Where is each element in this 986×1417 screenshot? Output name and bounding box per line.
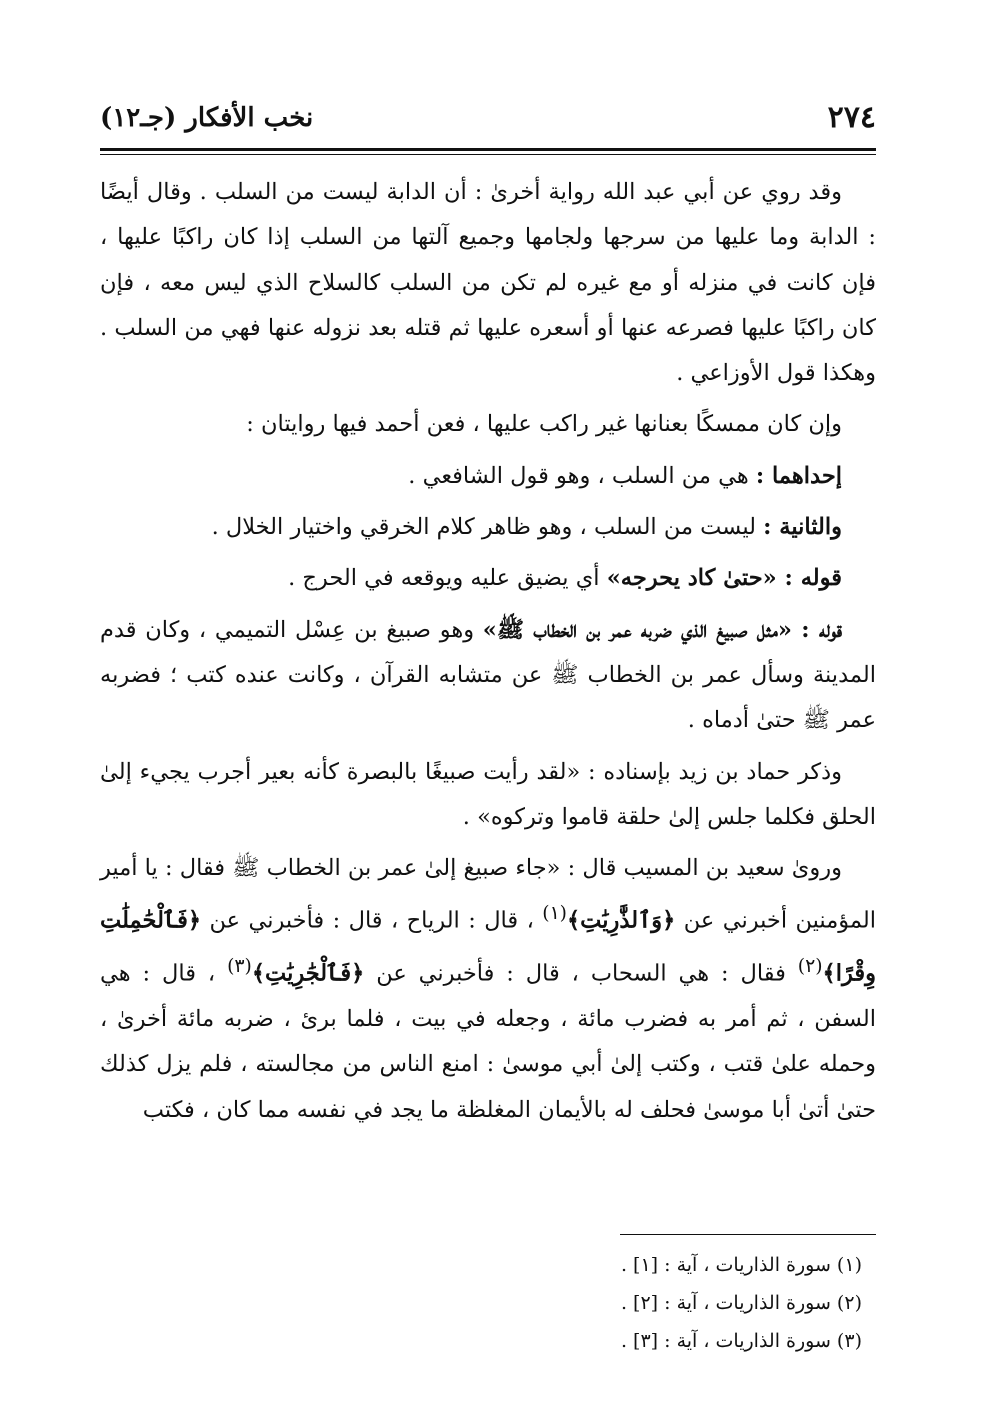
paragraph bbox=[100, 608, 876, 744]
paragraph-text: فقال : هي السحاب ، قال : فأخبرني عن bbox=[364, 960, 798, 987]
paragraph bbox=[100, 556, 876, 601]
paragraph-lead: والثانية : bbox=[763, 514, 842, 541]
paragraph bbox=[100, 402, 876, 447]
footnote: (١) سورة الذاريات ، آية : [١] . bbox=[620, 1254, 862, 1276]
paragraph-text: وهو صبيغ بن عِسْل التميمي ، وكان قدم المدينة وسأل عمر بن الخطاب ﷺ عن متشابه القرآن ، وكانت عنده كتب ؛ فضربه عمر ﷺ حتىٰ أدماه . bbox=[100, 616, 876, 734]
paragraph bbox=[100, 505, 876, 550]
paragraph-text: وإن كان ممسكًا بعنانها غير راكب عليها ، فعن أحمد فيها روايتان : bbox=[246, 411, 842, 438]
paragraph-text: ، قال : الرياح ، قال : فأخبرني عن bbox=[201, 907, 543, 934]
footnote-separator bbox=[620, 1234, 876, 1235]
paragraph bbox=[100, 846, 876, 1133]
header-rule-thin bbox=[100, 154, 876, 155]
page-header bbox=[100, 96, 876, 144]
paragraph-text: ، قال : هي السفن ، ثم أمر به فضرب مائة ، وجعله في بيت ، فلما برئ ، ضربه مائة أخرىٰ ، وحمله علىٰ قتب ، وكتب إلىٰ أبي موسىٰ : امنع الناس من مجالسته ، فلم يزل كذلك حتىٰ أتىٰ أبا موسىٰ فحلف له بالأيمان المغلظة ما يجد في نفسه مما كان ، فكتب bbox=[100, 960, 876, 1123]
paragraph bbox=[100, 170, 876, 396]
footnote-ref[interactable]: (٣) bbox=[227, 956, 252, 978]
main-text bbox=[100, 170, 876, 1133]
paragraph-text: هي من السلب ، وهو قول الشافعي . bbox=[408, 462, 756, 489]
paragraph-text: وذكر حماد بن زيد بإسناده : «لقد رأيت صبيغًا بالبصرة كأنه بعير أجرب يجيء إلىٰ الحلق فكلما جلس إلىٰ حلقة قاموا وتركوه» . bbox=[100, 758, 876, 830]
footnote-ref[interactable]: (٢) bbox=[797, 956, 823, 978]
header-rule bbox=[100, 148, 876, 151]
quran-quote: ﴿فَٱلْحَٰمِلَٰتِ وِقْرًا﴾ bbox=[100, 907, 876, 987]
paragraph-text: وقد روي عن أبي عبد الله رواية أخرىٰ : أن الدابة ليست من السلب . وقال أيضًا : الدابة وما عليها من سرجها ولجامها وجميع آلتها من السلب إذا كان راكبًا عليها ، فإن كانت في منزله أو مع غيره لم تكن من السلب كالسلاح الذي ليس معه ، فإن كان راكبًا عليها فصرعه عنها أو أسعره عليها ثم قتله بعد نزوله عنها فهي من السلب . وهكذا قول الأوزاعي . bbox=[100, 179, 876, 387]
paragraph-text: أي يضيق عليه ويوقعه في الحرج . bbox=[288, 565, 607, 592]
paragraph-lead: إحداهما : bbox=[755, 462, 842, 489]
quran-quote: ﴿وَٱلذَّٰرِيَٰتِ﴾ bbox=[567, 907, 676, 934]
paragraph-lead: قوله : «حتىٰ كاد يحرجه» bbox=[606, 565, 842, 592]
quran-quote: ﴿فَٱلْجَٰرِيَٰتِ﴾ bbox=[251, 960, 365, 987]
footnote: (٢) سورة الذاريات ، آية : [٢] . bbox=[620, 1292, 862, 1314]
paragraph-text: ليست من السلب ، وهو ظاهر كلام الخرقي واختيار الخلال . bbox=[211, 514, 764, 541]
page-number: ٢٧٤ bbox=[827, 100, 876, 135]
footnote: (٣) سورة الذاريات ، آية : [٣] . bbox=[620, 1330, 862, 1352]
paragraph-lead: قوله : «مثل صبيغ الذي ضربه عمر بن الخطاب ﷺ» bbox=[482, 616, 843, 643]
footnote-ref[interactable]: (١) bbox=[542, 903, 567, 925]
paragraph-text: وروىٰ سعيد بن المسيب قال : «جاء صبيغ إلىٰ عمر بن الخطاب ﷺ فقال : يا أمير المؤمنين أخبرني عن bbox=[100, 855, 876, 934]
running-title: نخب الأفكار (جـ١٢) bbox=[100, 103, 314, 133]
paragraph bbox=[100, 454, 876, 499]
paragraph bbox=[100, 750, 876, 841]
footnotes bbox=[500, 1246, 862, 1360]
